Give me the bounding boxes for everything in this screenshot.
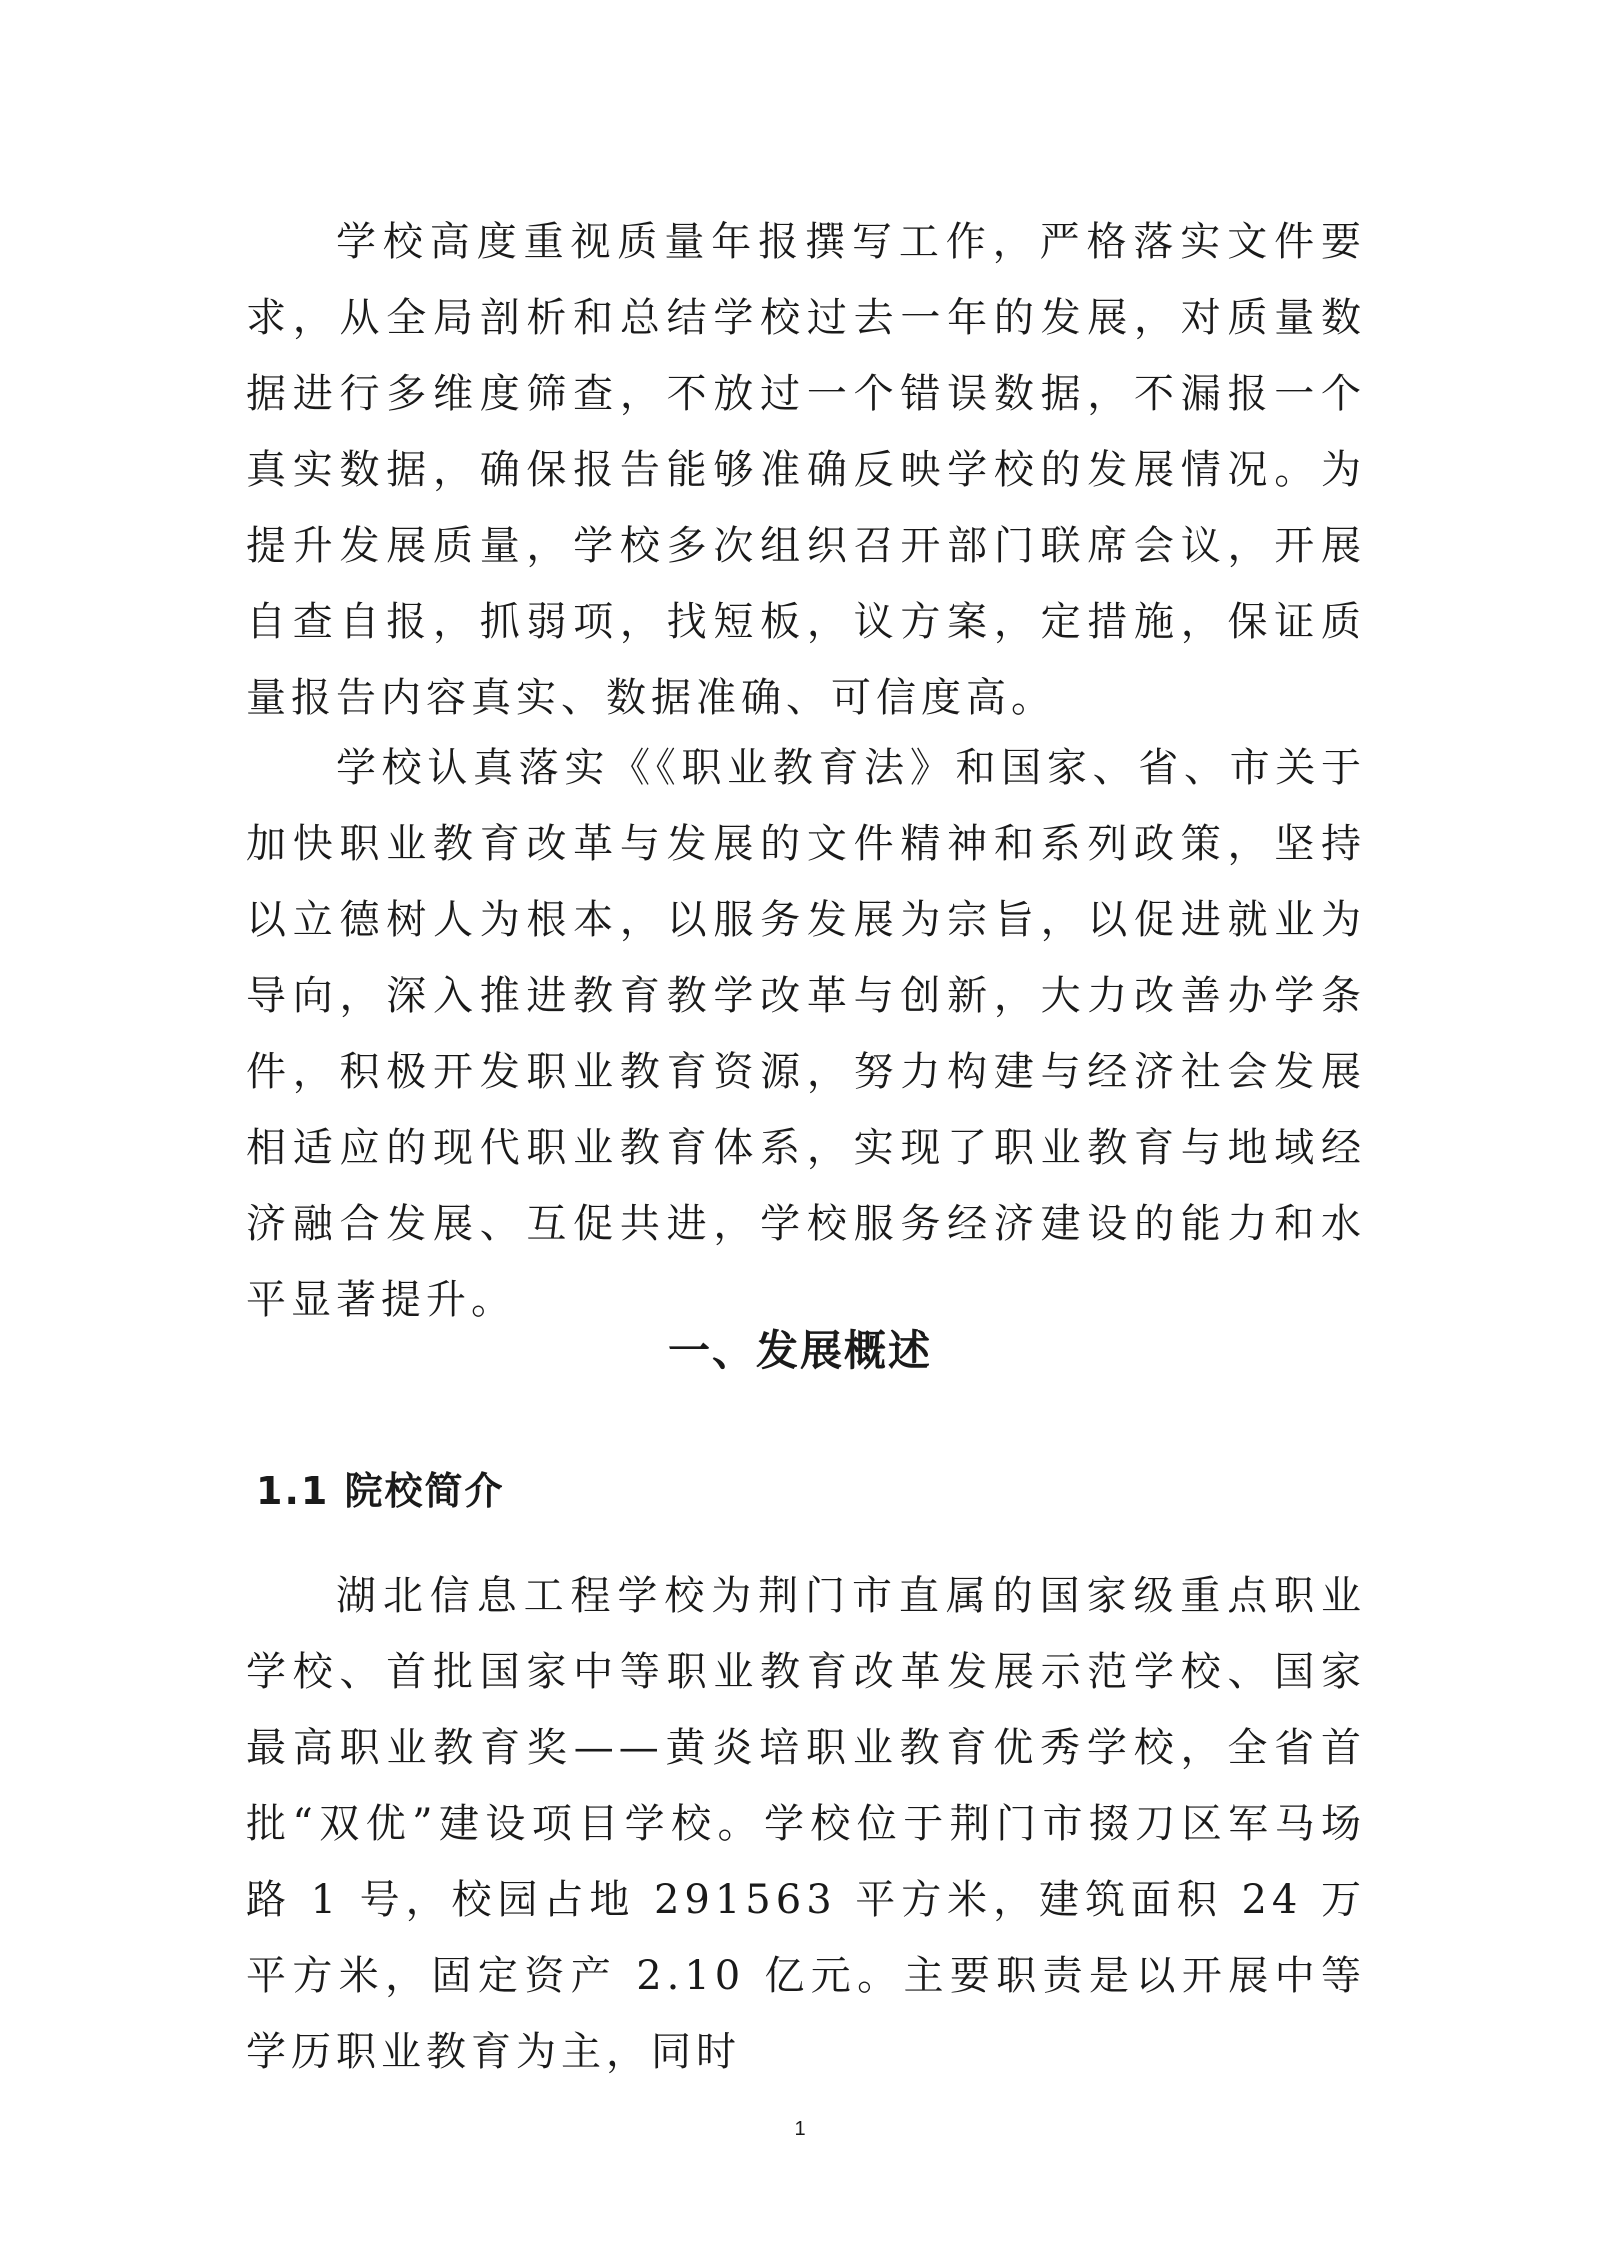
- intro-paragraph-2: 学校认真落实《《职业教育法》和国家、省、市关于加快职业教育改革与发展的文件精神和系列政策，坚持以立德树人为根本，以服务发展为宗旨，以促进就业为导向，深入推进教育教学改革与创新，大力改善办学条件，积极开发职业教育资源，努力构建与经济社会发展相适应的现代职业教育体系，实现了职业教育与地域经济融合发展、互促共进，学校服务经济建设的能力和水平显著提升。: [246, 745, 1366, 1323]
- page-number: 1: [794, 2118, 806, 2140]
- school-intro-paragraph: 湖北信息工程学校为荆门市直属的国家级重点职业学校、首批国家中等职业教育改革发展示范学校、国家最高职业教育奖——黄炎培职业教育优秀学校，全省首批“双优”建设项目学校。学校位于荆门市掇刀区军马场路 1 号，校园占地 291563 平方米，建筑面积 24 万平方米，固定资产 2.10 亿元。主要职责是以开展中等学历职业教育为主，同时: [246, 1573, 1366, 2075]
- intro-paragraph-1: 学校高度重视质量年报撰写工作，严格落实文件要求，从全局剖析和总结学校过去一年的发展，对质量数据进行多维度筛查，不放过一个错误数据，不漏报一个真实数据，确保报告能够准确反映学校的发展情况。为提升发展质量，学校多次组织召开部门联席会议，开展自查自报，抓弱项，找短板，议方案，定措施，保证质量报告内容真实、数据准确、可信度高。: [246, 219, 1366, 721]
- section-heading: 一、发展概述: [667, 1326, 932, 1375]
- subsection-heading: 1.1 院校简介: [256, 1469, 505, 1513]
